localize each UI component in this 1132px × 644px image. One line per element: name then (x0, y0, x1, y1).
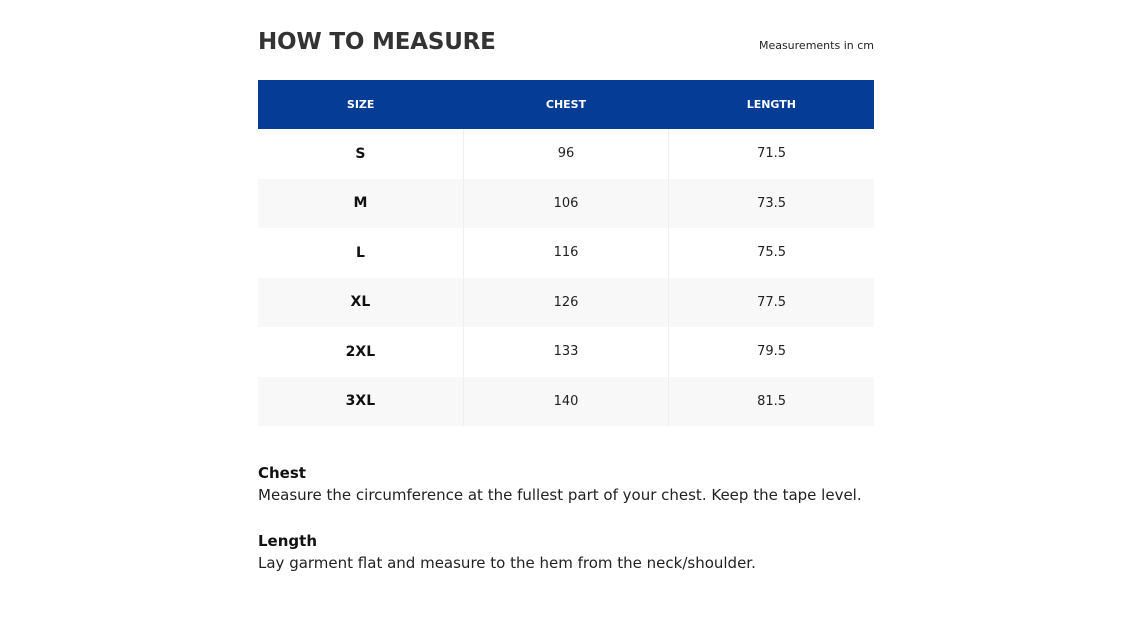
table-row (258, 228, 874, 278)
note-chest (258, 462, 874, 506)
chest-cell: 96 (463, 129, 668, 179)
length-cell: 77.5 (669, 278, 874, 328)
note-text: Measure the circumference at the fullest part of your chest. Keep the tape level. (258, 486, 862, 504)
chest-cell: 140 (463, 377, 668, 427)
length-cell: 81.5 (669, 377, 874, 427)
length-cell: 75.5 (757, 245, 787, 261)
size-cell: S (258, 129, 463, 179)
size-guide-header (258, 26, 874, 58)
length-cell: 73.5 (669, 179, 874, 229)
chest-cell: 106 (463, 179, 668, 229)
table-row (258, 278, 874, 328)
size-cell: 3XL (258, 377, 463, 427)
note-text: Lay garment flat and measure to the hem from the neck/shoulder. (258, 554, 756, 572)
table-row (258, 179, 874, 229)
table-row (258, 129, 874, 179)
chest-cell: 126 (463, 278, 668, 328)
page-title: HOW TO MEASURE (258, 29, 496, 55)
chest-cell: 116 (463, 228, 668, 278)
length-cell: 79.5 (757, 344, 787, 360)
size-guide (258, 26, 874, 598)
size-table (258, 80, 874, 426)
size-cell: M (258, 179, 463, 229)
chest-cell: 133 (463, 327, 668, 377)
note-title: Length (258, 532, 317, 550)
note-title: Chest (258, 464, 306, 482)
size-cell: 2XL (258, 327, 463, 377)
measurement-notes (258, 462, 874, 574)
column-header-length: LENGTH (669, 80, 874, 129)
table-row (258, 327, 874, 377)
size-cell: L (258, 228, 463, 278)
note-length (258, 530, 874, 574)
table-header-row (258, 80, 874, 129)
column-header-size: SIZE (258, 80, 463, 129)
column-header-chest: CHEST (463, 80, 668, 129)
size-cell: XL (258, 278, 463, 328)
table-row (258, 377, 874, 427)
units-note: Measurements in cm (758, 39, 874, 52)
length-cell: 71.5 (757, 146, 787, 162)
